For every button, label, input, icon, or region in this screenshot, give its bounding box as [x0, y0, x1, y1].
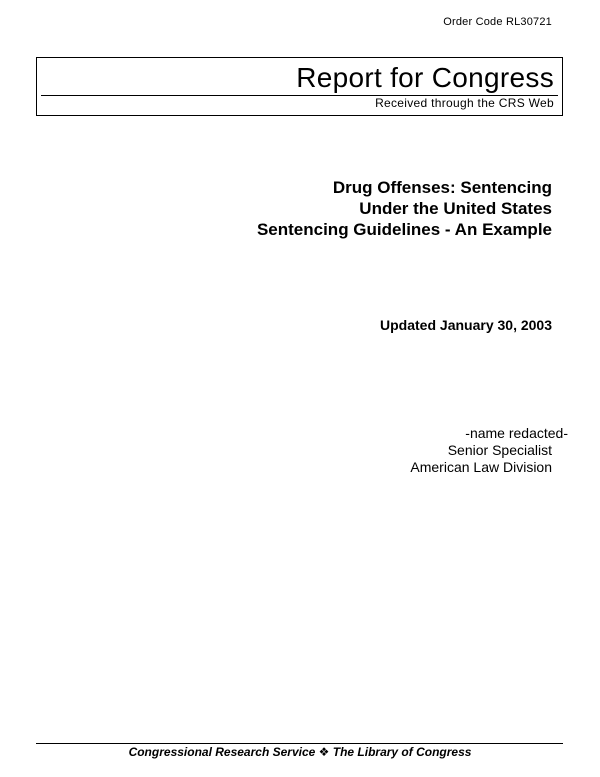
- author-title: Senior Specialist: [447, 442, 552, 458]
- footer-divider: [36, 743, 563, 744]
- author-division: American Law Division: [410, 459, 552, 475]
- author-name: -name redacted-: [465, 425, 568, 441]
- document-title-line: Sentencing Guidelines - An Example: [256, 220, 552, 239]
- report-banner: [36, 57, 563, 116]
- document-title: [257, 177, 552, 240]
- document-title-line: Under the United States: [359, 199, 552, 218]
- document-title-line: Drug Offenses: Sentencing: [332, 178, 552, 197]
- footer-text: Congressional Research Service ❖ The Library of Congress: [128, 745, 472, 759]
- report-title: Report for Congress: [296, 62, 554, 93]
- report-subtitle: Received through the CRS Web: [375, 96, 554, 110]
- updated-date: Updated January 30, 2003: [380, 317, 552, 333]
- order-code: Order Code RL30721: [443, 16, 552, 28]
- author-block: [410, 425, 568, 476]
